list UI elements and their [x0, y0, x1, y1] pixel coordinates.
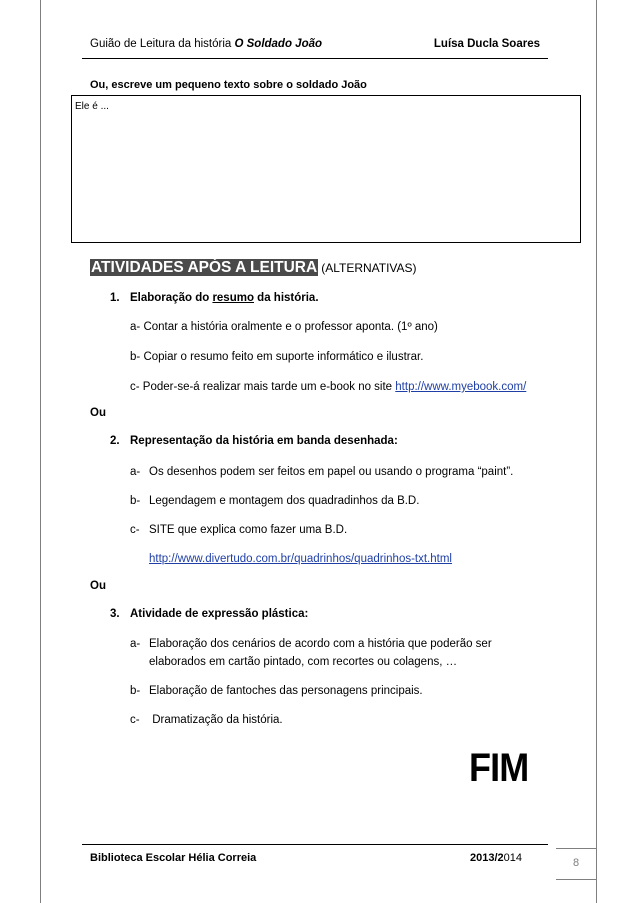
activity-2a: a- Os desenhos podem ser feitos em papel ou usando o programa “paint”.	[130, 466, 514, 478]
myebook-link[interactable]: http://www.myebook.com/	[395, 381, 527, 393]
resumo-underlined: resumo	[212, 292, 254, 304]
page-border-right	[596, 0, 597, 903]
activity-1c: c- Poder-se-á realizar mais tarde um e-book no site http://www.myebook.com/	[130, 381, 527, 393]
activity-1-heading: 1. Elaboração do resumo da história.	[110, 292, 319, 304]
footer-library: Biblioteca Escolar Hélia Correia	[90, 852, 257, 864]
header-title: Guião de Leitura da história O Soldado João	[90, 38, 323, 50]
activities-subtitle: (ALTERNATIVAS)	[321, 261, 417, 275]
activities-title	[90, 259, 417, 277]
activity-3-heading: 3. Atividade de expressão plástica:	[110, 608, 309, 620]
end-mark: FIM	[469, 746, 529, 790]
activity-2b: b- Legendagem e montagem dos quadradinhos da B.D.	[130, 495, 420, 507]
page-number: 8	[572, 857, 580, 869]
writing-textbox[interactable]	[71, 95, 581, 243]
activity-3a-cont: elaborados em cartão pintado, com recortes ou colagens, …	[149, 656, 458, 668]
activity-2c: c- SITE que explica como fazer uma B.D.	[130, 524, 348, 536]
activity-3c: c- Dramatização da história.	[130, 714, 283, 726]
or-label-2: Ou	[90, 580, 106, 592]
activity-1b: b- Copiar o resumo feito em suporte informático e ilustrar.	[130, 351, 424, 363]
activity-3b: b- Elaboração de fantoches das personagens principais.	[130, 685, 423, 697]
divertudo-link[interactable]: http://www.divertudo.com.br/quadrinhos/quadrinhos-txt.html	[149, 553, 452, 565]
page-border-left	[40, 0, 41, 903]
header-author: Luísa Ducla Soares	[433, 38, 540, 50]
footer-divider	[82, 844, 548, 845]
header-book-title: O Soldado João	[234, 38, 323, 50]
divertudo-link-line	[149, 553, 452, 565]
footer-year: 2013/2014	[470, 852, 523, 864]
writing-textbox-placeholder: Ele é ...	[75, 101, 109, 112]
header-divider	[82, 58, 548, 59]
page-number-box	[556, 848, 596, 880]
writing-prompt: Ou, escreve um pequeno texto sobre o soldado João	[90, 79, 367, 91]
activity-1a: a- Contar a história oralmente e o professor aponta. (1º ano)	[130, 321, 438, 333]
activities-title-highlight: ATIVIDADES APÓS A LEITURA	[91, 259, 318, 276]
activity-2-heading: 2. Representação da história em banda desenhada:	[110, 435, 398, 447]
activity-3a: a- Elaboração dos cenários de acordo com a história que poderão ser	[130, 638, 492, 650]
or-label-1: Ou	[90, 407, 106, 419]
